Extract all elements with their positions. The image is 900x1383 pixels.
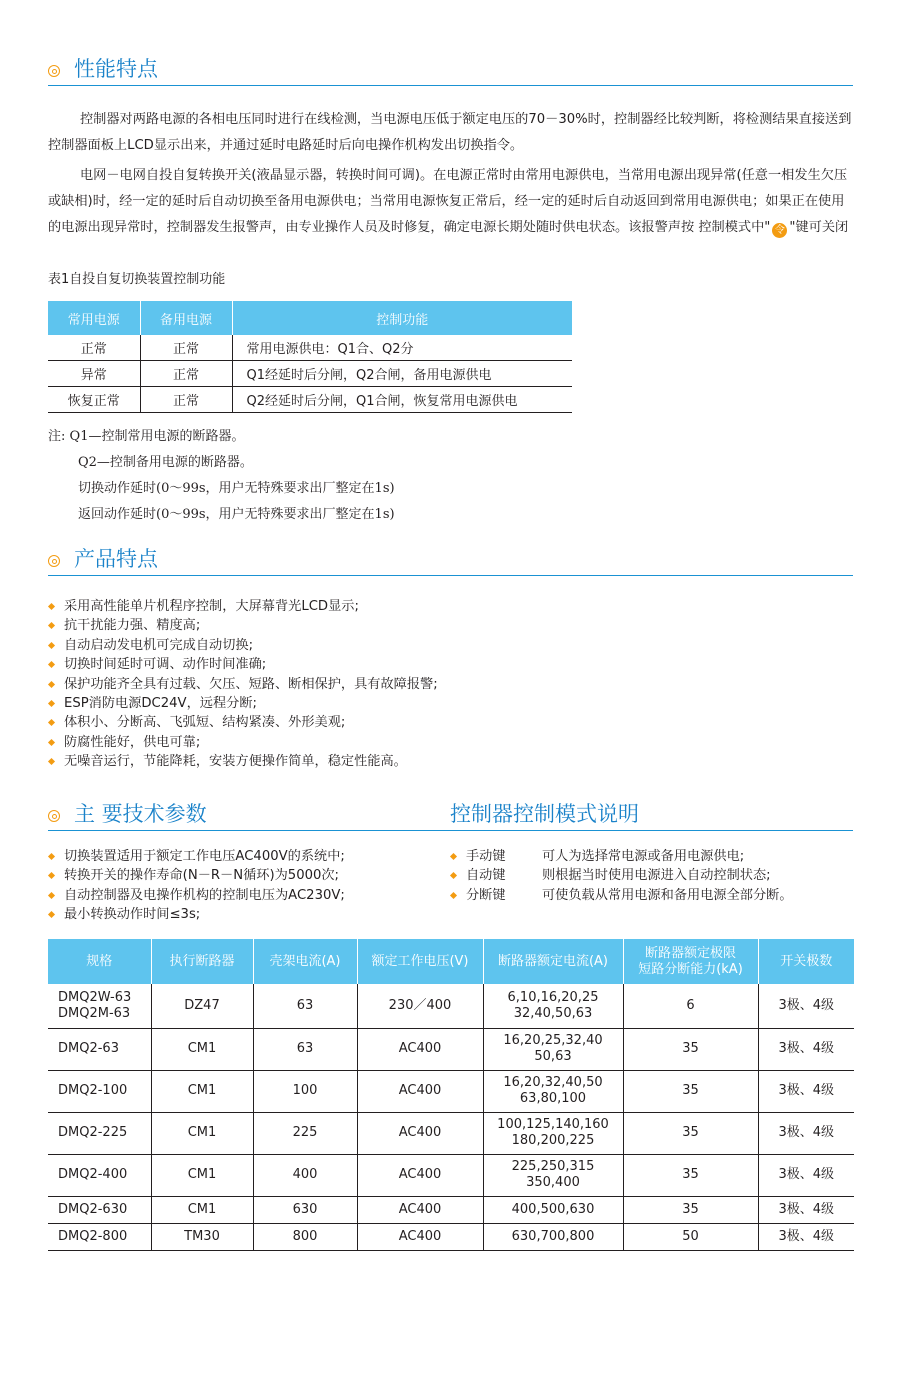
breaker-cell: CM1	[151, 1154, 253, 1196]
voltage-cell: AC400	[357, 1112, 483, 1154]
section-header-tech	[48, 800, 853, 831]
table-row	[48, 1154, 854, 1196]
mode-key: 自动键	[466, 868, 506, 884]
header-cell: 开关极数	[758, 939, 854, 984]
list-item: 无噪音运行，节能降耗，安装方便操作简单，稳定性能高。	[48, 752, 438, 771]
section-title: 性能特点	[74, 57, 158, 81]
intro-paragraph-1: 控制器对两路电源的各相电压同时进行在线检测，当电源电压低于额定电压的70－30%时，控制器经比较判断，将检测结果直接送到控制器面板上LCD显示出来，并通过延时电路延时后向电操作机构发出切换指令。	[48, 112, 852, 153]
rated-current-cell: 630,700,800	[483, 1223, 623, 1250]
voltage-cell: AC400	[357, 1154, 483, 1196]
notes-prefix: 注:	[48, 429, 66, 444]
target-bullet-icon	[48, 810, 60, 822]
poles-cell: 3极、4级	[758, 1070, 854, 1112]
breaker-cell: CM1	[151, 1070, 253, 1112]
mode-key: 分断键	[466, 887, 506, 903]
control-function-table	[48, 301, 572, 413]
mode-desc: 可人为选择常电源或备用电源供电;	[542, 849, 745, 864]
list-item	[450, 847, 793, 866]
breaking-capacity-cell: 6	[623, 984, 758, 1028]
note-line: 切换动作延时(0～99s，用户无特殊要求出厂整定在1s)	[78, 481, 395, 496]
voltage-cell: AC400	[357, 1070, 483, 1112]
table-row	[48, 1028, 854, 1070]
frame-current-cell: 630	[253, 1196, 357, 1223]
section-title: 产品特点	[74, 547, 158, 571]
mode-desc: 则根据当时使用电源进入自动控制状态;	[542, 868, 771, 884]
table-row	[48, 1223, 854, 1250]
rated-current-cell: 400,500,630	[483, 1196, 623, 1223]
target-bullet-icon	[48, 555, 60, 567]
section-header-product	[48, 545, 853, 576]
spec-table	[48, 939, 854, 1251]
frame-current-cell: 400	[253, 1154, 357, 1196]
header-cell: 规格	[48, 939, 151, 984]
frame-current-cell: 800	[253, 1223, 357, 1250]
alarm-key-icon: 令	[772, 223, 787, 238]
voltage-cell: AC400	[357, 1028, 483, 1070]
list-item: 转换开关的操作寿命(N－R－N循环)为5000次;	[48, 866, 345, 885]
breaking-capacity-cell: 35	[623, 1196, 758, 1223]
list-item: ESP消防电源DC24V，远程分断;	[48, 694, 438, 713]
rated-current-cell: 225,250,315 350,400	[483, 1154, 623, 1196]
table-header-row	[48, 301, 572, 335]
header-cell: 断路器额定极限 短路分断能力(kA)	[623, 939, 758, 984]
frame-current-cell: 100	[253, 1070, 357, 1112]
spec-cell: DMQ2W-63 DMQ2M-63	[48, 984, 151, 1028]
rated-current-cell: 16,20,25,32,40 50,63	[483, 1028, 623, 1070]
table-row	[48, 1070, 854, 1112]
breaker-cell: CM1	[151, 1196, 253, 1223]
poles-cell: 3极、4级	[758, 1028, 854, 1070]
spec-cell: DMQ2-63	[48, 1028, 151, 1070]
frame-current-cell: 63	[253, 984, 357, 1028]
table-row	[48, 387, 572, 413]
cell: 恢复正常	[48, 387, 140, 413]
voltage-cell: AC400	[357, 1223, 483, 1250]
note-line: Q2—控制备用电源的断路器。	[78, 455, 253, 470]
list-item: 体积小、分断高、飞弧短、结构紧凑、外形美观;	[48, 713, 438, 732]
header-cell: 常用电源	[48, 301, 140, 335]
table-row	[48, 361, 572, 387]
cell: Q1经延时后分闸，Q2合闸，备用电源供电	[232, 361, 572, 387]
breaker-cell: TM30	[151, 1223, 253, 1250]
spec-cell: DMQ2-630	[48, 1196, 151, 1223]
mode-desc: 可使负载从常用电源和备用电源全部分断。	[542, 887, 793, 903]
spec-cell: DMQ2-400	[48, 1154, 151, 1196]
frame-current-cell: 225	[253, 1112, 357, 1154]
breaking-capacity-cell: 35	[623, 1154, 758, 1196]
cell: 正常	[140, 387, 232, 413]
feature-list	[48, 597, 438, 772]
frame-current-cell: 63	[253, 1028, 357, 1070]
intro-text	[48, 107, 856, 241]
mode-list	[450, 847, 793, 905]
voltage-cell: AC400	[357, 1196, 483, 1223]
poles-cell: 3极、4级	[758, 1112, 854, 1154]
section-title: 主 要技术参数	[74, 802, 207, 826]
table-row	[48, 984, 854, 1028]
list-item: 自动启动发电机可完成自动切换;	[48, 636, 438, 655]
poles-cell: 3极、4级	[758, 1196, 854, 1223]
note-line: 返回动作延时(0～99s，用户无特殊要求出厂整定在1s)	[78, 507, 395, 522]
cell: 正常	[48, 335, 140, 361]
table-notes	[48, 424, 395, 528]
voltage-cell: 230／400	[357, 984, 483, 1028]
list-item: 最小转换动作时间≤3s;	[48, 905, 345, 924]
list-item: 防腐性能好，供电可靠;	[48, 733, 438, 752]
breaking-capacity-cell: 50	[623, 1223, 758, 1250]
spec-cell: DMQ2-800	[48, 1223, 151, 1250]
list-item: 保护功能齐全具有过载、欠压、短路、断相保护，具有故障报警;	[48, 675, 438, 694]
list-item: 切换时间延时可调、动作时间准确;	[48, 655, 438, 674]
header-cell: 控制功能	[232, 301, 572, 335]
list-item	[450, 886, 793, 905]
header-cell: 备用电源	[140, 301, 232, 335]
section-header-performance	[48, 55, 853, 86]
cell: 正常	[140, 361, 232, 387]
list-item: 自动控制器及电操作机构的控制电压为AC230V;	[48, 886, 345, 905]
poles-cell: 3极、4级	[758, 984, 854, 1028]
target-bullet-icon	[48, 65, 60, 77]
table-row	[48, 1196, 854, 1223]
note-line: Q1—控制常用电源的断路器。	[69, 429, 245, 444]
list-item: 抗干扰能力强、精度高;	[48, 616, 438, 635]
header-cell: 执行断路器	[151, 939, 253, 984]
breaking-capacity-cell: 35	[623, 1112, 758, 1154]
cell: Q2经延时后分闸，Q1合闸，恢复常用电源供电	[232, 387, 572, 413]
table-row	[48, 1112, 854, 1154]
cell: 异常	[48, 361, 140, 387]
tech-param-list	[48, 847, 345, 925]
table-row	[48, 335, 572, 361]
breaker-cell: CM1	[151, 1028, 253, 1070]
list-item: 采用高性能单片机程序控制，大屏幕背光LCD显示;	[48, 597, 438, 616]
header-cell: 额定工作电压(V)	[357, 939, 483, 984]
table1-caption: 表1自投自复切换装置控制功能	[48, 272, 226, 287]
breaking-capacity-cell: 35	[623, 1028, 758, 1070]
cell: 正常	[140, 335, 232, 361]
header-cell: 断路器额定电流(A)	[483, 939, 623, 984]
spec-cell: DMQ2-225	[48, 1112, 151, 1154]
list-item: 切换装置适用于额定工作电压AC400V的系统中;	[48, 847, 345, 866]
rated-current-cell: 100,125,140,160 180,200,225	[483, 1112, 623, 1154]
breaker-cell: CM1	[151, 1112, 253, 1154]
rated-current-cell: 16,20,32,40,50 63,80,100	[483, 1070, 623, 1112]
cell: 常用电源供电：Q1合、Q2分	[232, 335, 572, 361]
breaker-cell: DZ47	[151, 984, 253, 1028]
poles-cell: 3极、4级	[758, 1154, 854, 1196]
header-cell: 壳架电流(A)	[253, 939, 357, 984]
list-item	[450, 866, 793, 885]
breaking-capacity-cell: 35	[623, 1070, 758, 1112]
rated-current-cell: 6,10,16,20,25 32,40,50,63	[483, 984, 623, 1028]
section-title-mode: 控制器控制模式说明	[450, 802, 639, 826]
spec-cell: DMQ2-100	[48, 1070, 151, 1112]
intro-paragraph-2: 电网－电网自投自复转换开关(液晶显示器，转换时间可调)。在电源正常时由常用电源供电，当常用电源出现异常(任意一相发生欠压或缺相)时，经一定的延时后自动切换至备用电源供电；当常用电源恢复正常后，经一定的延时后自动返回到常用电源供电；如果正在使用的电源出现异常时，控制器发生报警声，由专业操作人员及时修复，确定电源长期处随时供电状态。该报警声按 控制模式中" 令 "键可关闭	[48, 168, 849, 236]
mode-key: 手动键	[466, 849, 506, 864]
poles-cell: 3极、4级	[758, 1223, 854, 1250]
table-header-row	[48, 939, 854, 984]
